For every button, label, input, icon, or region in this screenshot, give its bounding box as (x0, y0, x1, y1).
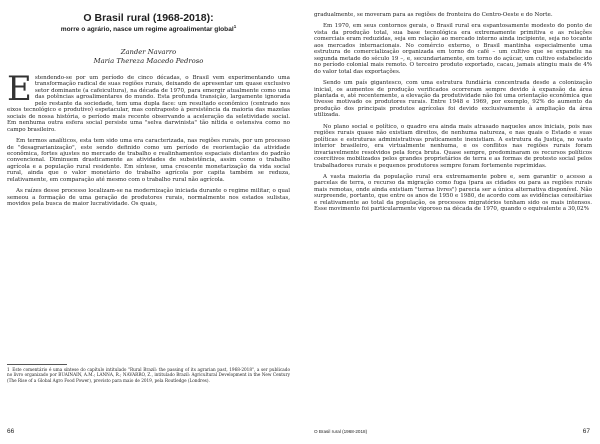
footnote-marker[interactable]: 1 (233, 23, 237, 29)
left-column (7, 12, 290, 208)
author-list (7, 48, 290, 66)
paragraph: No plano social e político, o quadro era ainda mais atrasado naqueles anos iniciais, pois nas regiões rurais quase não existiam direitos, de nenhuma natureza, e nas quais o Estado e suas políticas e estruturas administrativas praticamente inexistiam. A estrutura da Justiça, no vasto interior brasileiro, era virtualmente nenhuma, e os conflitos nas regiões rurais foram invariavelmente resolvidos pela força bruta. Quase sempre, predominaram os recursos políticos coercitivos mobilizados pelos grandes proprietários de terra e as formas de protesto social pelos trabalhadores rurais e pequenos produtores sempre foram fortemente reprimidas. (314, 123, 592, 169)
author-name: Zander Navarro (120, 48, 177, 56)
drop-cap: E (7, 69, 32, 109)
footnote-divider (7, 364, 67, 365)
paragraph: Sendo um país gigantesco, com uma estrutura fundiária concentrada desde a colonização inicial, os aumentos de produção verificados ocorreram sempre devido à expansão da área plantada e, até recentemente, a elevação da produtividade não foi uma orientação econômica que tivesse motivado os produtores rurais. Entre 1948 e 1969, por exemplo, 92% do aumento da produção dos principais produtos agrícolas foi devido exclusivamente à ampliação da área utilizada. (314, 80, 592, 119)
article-body-right (314, 12, 592, 213)
paragraph-text: stendendo-se por um período de cinco décadas, o Brasil vem experimentando uma transformação radical de suas regiões rurais, deixando de apresentar um quase exclusivo setor dominante (a cafeicultura), na década de 1970, para emergir atualmente como uma das potências agroalimentares do mundo. Esta profunda transição, largamente ignorada pelo restante da sociedade, tem uma dupla face: um resultado econômico (centrado nos eixos tecnológico e produtivo) espetacular, mas contraposto à persistência da maioria das mazelas sociais de nossa história, o período mais recente observando a aceleração da seletividade social. Em nenhuma outra esfera social persiste uma "selva darwinista" tão nítida e ostensiva como no campo brasileiro. (7, 75, 290, 133)
footnote (7, 367, 290, 383)
running-head: O Brasil rural (1968-2018) (314, 429, 368, 434)
article-title: O Brasil rural (1968-2018): (83, 12, 214, 24)
article-body-left (7, 69, 290, 208)
page-number: 66 (7, 428, 15, 435)
page-number: 67 (582, 428, 590, 435)
article-subtitle (7, 25, 290, 34)
paragraph: A vasta maioria da população rural era extremamente pobre e, sem garantir o acesso a parcelas de terra, o recurso da migração como fuga (para as cidades ou para as regiões rurais mais remotas, onde ainda existiam "terras livres") parecia ser a única alternativa disponível. Não surpreende, portanto, que entre os anos de 1950 e 1980, de acordo com as evidências censitárias e relativamente ao total da população, os processos migratórios tenham sido os mais intensos. Esse movimento foi particularmente vigoroso na década de 1970, quando o equivalente a 30,02% (314, 173, 592, 213)
left-page (0, 0, 296, 444)
footnote-number: 1 (7, 367, 10, 372)
paragraph: As raízes desse processo localizam-se na modernização iniciada durante o regime militar, o qual semeou a formação de uma geração de produtores rurais, normalmente nos estados sulistas, movidos pela busca de maior lucratividade. Os quais, (7, 188, 290, 208)
paragraph (7, 69, 290, 133)
right-page (304, 0, 600, 444)
paragraph: Em termos analíticos, esta tem sido uma era caracterizada, nas regiões rurais, por um processo de "desagrarianização", este sendo definido como um período de reorientação da atividade econômica, fortes ajustes no mercado de trabalho e realinhamentos espaciais distantes do padrão convencional. Diminuem drasticamente as atividades de subsistência, assim como o trabalho agrícola e a população rural residente. Em síntese, uma crescente monetarização da vida social rural, ainda que o valor monetário do trabalho agrícola por capita também se reduza, relativamente, em comparação até mesmo com o trabalho rural não agrícola. (7, 138, 290, 183)
subtitle-text: morre o agrário, nasce um regime agroalimentar global (60, 26, 234, 33)
paragraph: Em 1970, em seus contornos gerais, o Brasil rural era espantosamente modesto do ponto de vista da produção total, sua base tecnológica era extremamente primitiva e as relações comerciais eram reduzidas, seja em relação ao mercado interno ainda incipiente, seja no tocante aos mercados internacionais. No comércio externo, o Brasil mantinha especialmente uma estrutura de comercialização organizada em torno do café – um cultivo que se expandiu na segunda metade do século 19 –, e, secundariamente, em torno do açúcar, um cultivo estabelecido no período colonial mais remoto. O terceiro produto exportado, cacau, jamais atingiu mais de 4% do valor total das exportações. (314, 23, 592, 75)
author-name: Maria Thereza Macedo Pedroso (93, 57, 204, 65)
footnote-text: Este comentário é uma síntese do capítulo intitulado "Rural Brazil: the passing of its agrarian past, 1968-2018", a ser publicado no livro organizado por BUAINAIN, A.M.; LANNA, R.; NAVARRO, Z., intitulado Brazil: Agricultural Development in the New Century (The Rise of a Global Agro Food Power), previsto para maio de 2019, pela Routledge (Londres). (7, 367, 290, 383)
paragraph: gradualmente, se moveram para as regiões de fronteira do Centro-Oeste e do Norte. (314, 12, 553, 18)
